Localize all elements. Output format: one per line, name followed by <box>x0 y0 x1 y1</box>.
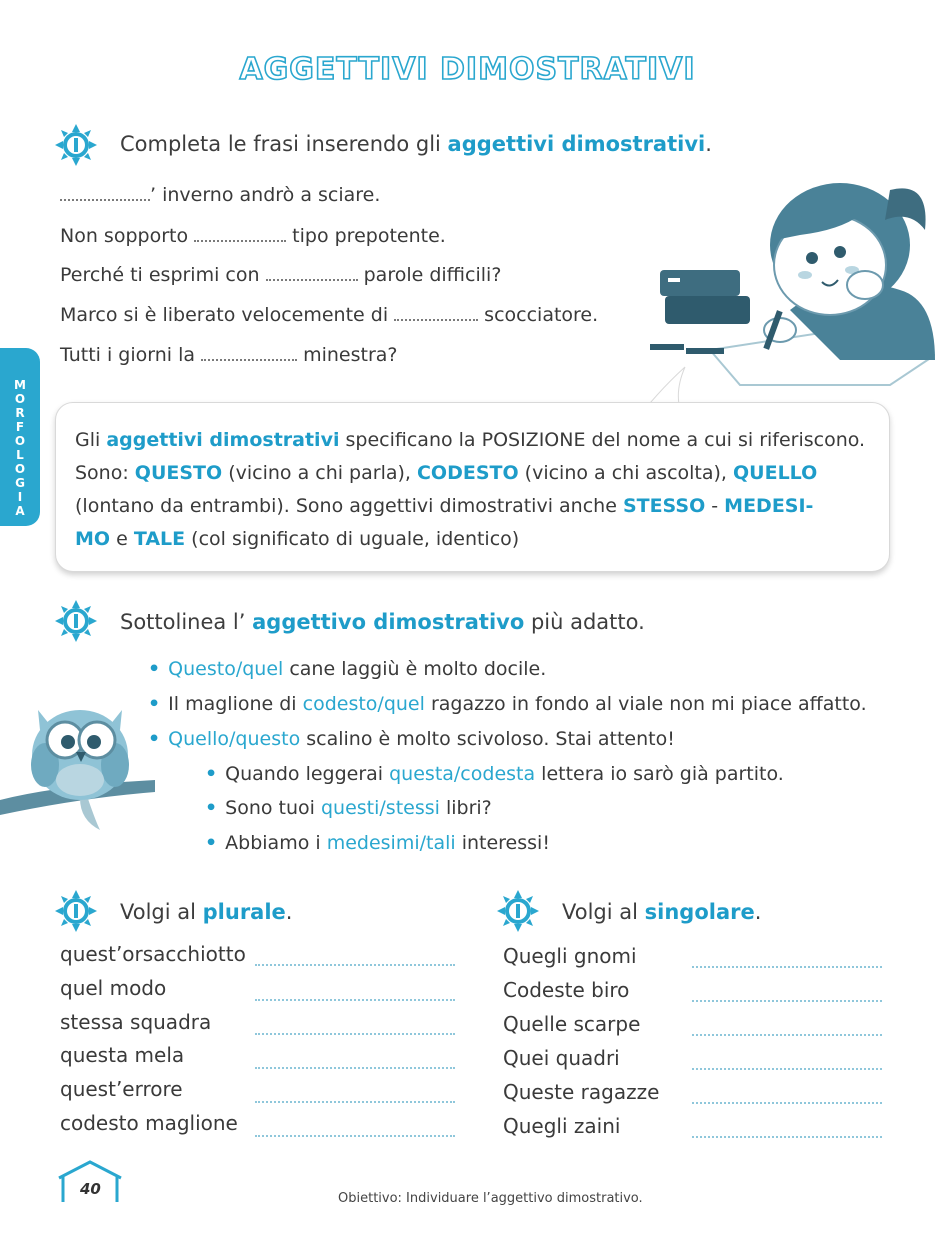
exercise-sun-icon <box>497 890 539 932</box>
girl-illustration <box>640 160 935 390</box>
word-singular-2: Quelle scarpe <box>503 1012 641 1036</box>
list-item: • Quando leggerai questa/codesta lettera io sarò già partito. <box>205 763 784 785</box>
side-tab-letter: O <box>14 462 26 476</box>
answer-line[interactable] <box>692 1032 882 1036</box>
exercise3-instruction: Volgi al plurale. <box>120 900 293 924</box>
answer-line[interactable] <box>692 1134 882 1138</box>
side-tab-letter: O <box>14 392 26 406</box>
word-singular-3: Quei quadri <box>503 1046 620 1070</box>
option-choice[interactable]: codesto/quel <box>302 693 425 715</box>
word-singular-4: Queste ragazze <box>503 1080 660 1104</box>
side-tab-letter: O <box>14 434 26 448</box>
list-item: • Sono tuoi questi/stessi libri? <box>205 797 492 819</box>
answer-line[interactable] <box>255 1133 455 1137</box>
page-number: 40 <box>80 1180 101 1198</box>
side-tab-letter: L <box>16 448 24 462</box>
side-tab-letter: R <box>15 406 25 420</box>
side-tab-letter: A <box>15 504 25 518</box>
exercise1-line: ’ inverno andrò a sciare. <box>60 184 380 206</box>
answer-line[interactable] <box>692 1100 882 1104</box>
answer-line[interactable] <box>255 1031 455 1035</box>
list-item: • Il maglione di codesto/quel ragazzo in fondo al viale non mi piace affatto. <box>148 693 867 715</box>
side-tab-letters <box>0 348 40 518</box>
side-tab-letter: G <box>15 476 25 490</box>
word-plural-3: questa mela <box>60 1043 185 1067</box>
footer-objective: Obiettivo: Individuare l’aggettivo dimostrativo. <box>338 1191 643 1206</box>
word-plural-1: quel modo <box>60 976 167 1000</box>
answer-line[interactable] <box>692 998 882 1002</box>
side-tab-letter: I <box>17 490 23 504</box>
word-plural-5: codesto maglione <box>60 1111 238 1135</box>
exercise2-instruction: Sottolinea l’ aggettivo dimostrativo più adatto. <box>120 610 645 634</box>
page-title: AGGETTIVI DIMOSTRATIVI <box>239 52 696 87</box>
word-plural-2: stessa squadra <box>60 1010 212 1034</box>
side-tab-letter: M <box>14 378 26 392</box>
list-item: • Quello/questo scalino è molto scivoloso. Stai attento! <box>148 728 675 750</box>
answer-line[interactable] <box>255 962 455 966</box>
blank-field[interactable] <box>201 345 297 361</box>
exercise-sun-icon <box>55 124 97 166</box>
exercise1-instruction: Completa le frasi inserendo gli aggettivi dimostrativi. <box>120 132 712 156</box>
owl-illustration <box>0 680 160 840</box>
rule-text: Gli aggettivi dimostrativi specificano la POSIZIONE del nome a cui si riferiscono. Sono: QUESTO (vicino a chi parla), CODESTO (vicino a chi ascolta), QUELLO (lontano da entrambi). Sono aggettivi dimostrativi anche STESSO - MEDESI- MO e TALE (col significato di uguale, identico) <box>75 429 866 550</box>
word-singular-1: Codeste biro <box>503 978 630 1002</box>
answer-line[interactable] <box>692 964 882 968</box>
exercise1-line: Non sopporto tipo prepotente. <box>60 225 446 247</box>
list-item: • Questo/quel cane laggiù è molto docile. <box>148 658 547 680</box>
side-tab-letter: F <box>15 420 25 434</box>
exercise1-line: Perché ti esprimi con parole difficili? <box>60 264 502 286</box>
answer-line[interactable] <box>255 1065 455 1069</box>
exercise1-line: Tutti i giorni la minestra? <box>60 344 398 366</box>
option-choice[interactable]: medesimi/tali <box>326 832 456 854</box>
exercise1-line: Marco si è liberato velocemente di scocciatore. <box>60 304 599 326</box>
side-tab <box>0 348 40 526</box>
answer-line[interactable] <box>255 997 455 1001</box>
blank-field[interactable] <box>60 185 150 201</box>
blank-field[interactable] <box>394 305 478 321</box>
option-choice[interactable]: Quello/questo <box>168 728 301 750</box>
answer-line[interactable] <box>255 1099 455 1103</box>
word-plural-4: quest’errore <box>60 1077 183 1101</box>
blank-field[interactable] <box>194 226 286 242</box>
word-plural-0: quest’orsacchiotto <box>60 942 246 966</box>
exercise-sun-icon <box>55 890 97 932</box>
exercise4-instruction: Volgi al singolare. <box>562 900 762 924</box>
blank-field[interactable] <box>266 265 358 281</box>
option-choice[interactable]: Questo/quel <box>168 658 284 680</box>
option-choice[interactable]: questa/codesta <box>389 763 536 785</box>
option-choice[interactable]: questi/stessi <box>320 797 440 819</box>
list-item: • Abbiamo i medesimi/tali interessi! <box>205 832 550 854</box>
answer-line[interactable] <box>692 1066 882 1070</box>
word-singular-0: Quegli gnomi <box>503 944 637 968</box>
word-singular-5: Quegli zaini <box>503 1114 621 1138</box>
exercise-sun-icon <box>55 600 97 642</box>
